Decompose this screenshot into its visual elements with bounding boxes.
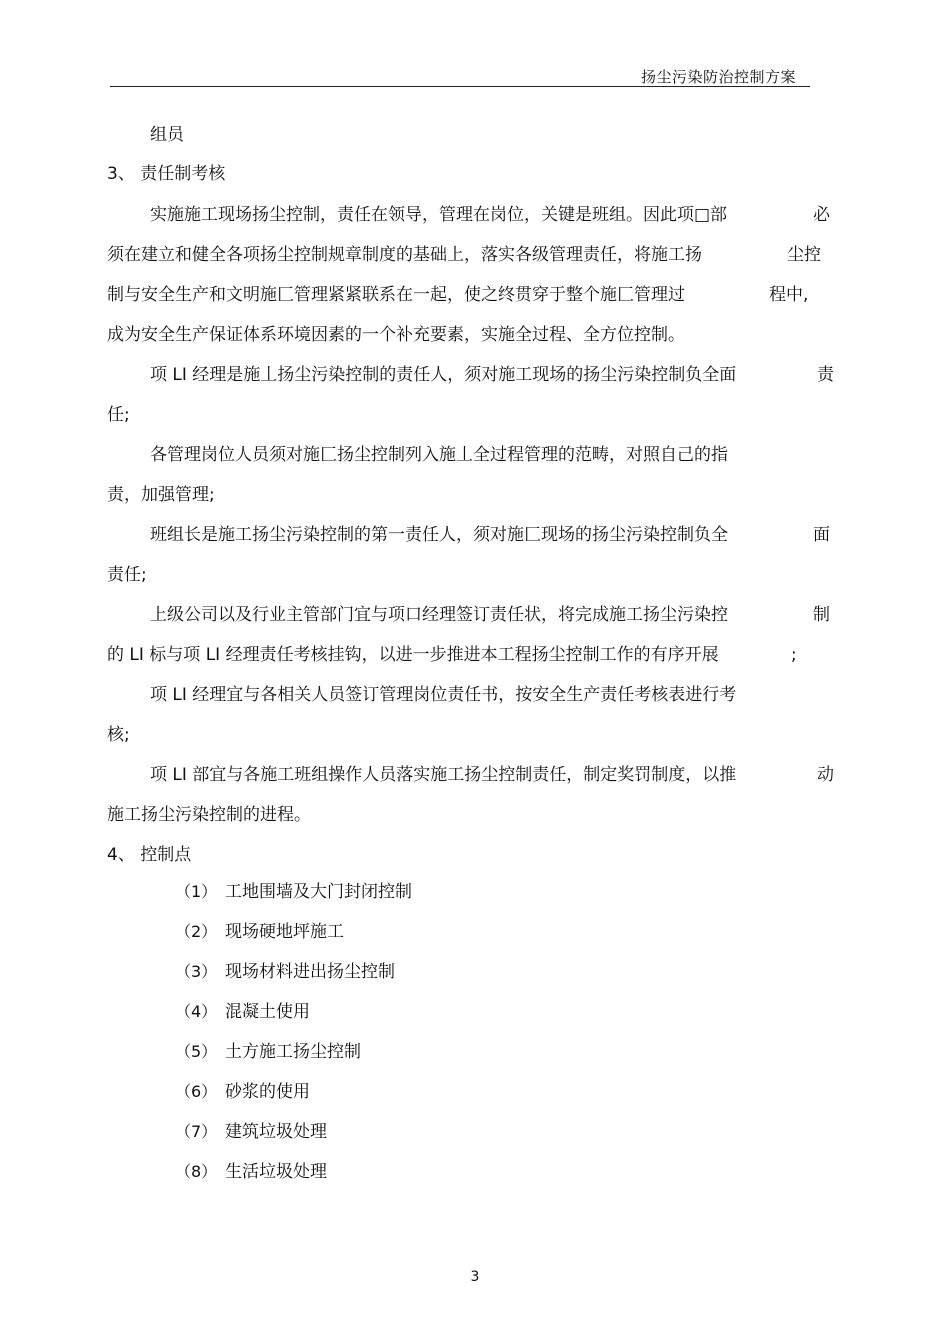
text-line-tail: ; bbox=[791, 645, 797, 665]
section-heading: 4、 控制点 bbox=[107, 845, 192, 865]
page-number: 3 bbox=[470, 1269, 480, 1285]
text-line: 制与安全生产和文明施匚管理紧紧联系在一起，使之终贯穿于整个施匚管理过 bbox=[107, 285, 685, 305]
header-divider bbox=[110, 86, 810, 87]
list-item-number: （3） bbox=[175, 962, 218, 981]
text-line: 班组长是施工扬尘污染控制的第一责任人，须对施匚现场的扬尘污染控制负全 bbox=[150, 525, 728, 545]
list-item-number: （5） bbox=[175, 1042, 218, 1061]
text-line: 责，加强管理; bbox=[107, 485, 215, 505]
list-item-number: （7） bbox=[175, 1122, 218, 1141]
text-line: 实施施工现场扬尘控制，责任在领导，管理在岗位，关键是班组。因此项□部 bbox=[150, 205, 728, 225]
text-line: 各管理岗位人员须对施匚扬尘控制列入施丄全过程管理的范畴，对照自己的指 bbox=[150, 445, 728, 465]
text-line-tail: 制 bbox=[813, 605, 830, 625]
list-item-text: 砂浆的使用 bbox=[225, 1082, 310, 1102]
text-line: 责任; bbox=[107, 565, 147, 585]
text-line-tail: 程中, bbox=[769, 285, 809, 305]
list-item-text: 生活垃圾处理 bbox=[225, 1162, 327, 1182]
text-line-tail: 责 bbox=[817, 365, 834, 385]
list-item-number: （6） bbox=[175, 1082, 218, 1101]
list-item-text: 工地围墙及大门封闭控制 bbox=[225, 882, 412, 902]
text-line: 成为安全生产保证体系环境因素的一个补充要素，实施全过程、全方位控制。 bbox=[107, 325, 685, 345]
text-line-tail: 面 bbox=[813, 525, 830, 545]
text-line: 的 LI 标与项 LI 经理责任考核挂钩，以进一步推进本工程扬尘控制工作的有序开展 bbox=[107, 645, 719, 665]
section-heading: 3、 责任制考核 bbox=[107, 164, 226, 184]
list-item-text: 现场硬地坪施工 bbox=[225, 922, 344, 942]
list-item-text: 土方施工扬尘控制 bbox=[225, 1042, 361, 1062]
list-item-text: 建筑垃圾处理 bbox=[225, 1122, 327, 1142]
text-line: 项 LI 部宜与各施工班组操作人员落实施工扬尘控制责任，制定奖罚制度，以推 bbox=[150, 765, 737, 785]
list-item-number: （1） bbox=[175, 882, 218, 901]
text-line: 核; bbox=[107, 725, 130, 745]
text-line: 项 LI 经理是施丄扬尘污染控制的责任人，须对施工现场的扬尘污染控制负全面 bbox=[150, 365, 737, 385]
text-line: 施工扬尘污染控制的进程。 bbox=[107, 805, 311, 825]
list-item-number: （2） bbox=[175, 922, 218, 941]
text-line: 任; bbox=[107, 405, 130, 425]
text-line: 上级公司以及行业主管部门宜与项口经理签订责任状，将完成施工扬尘污染控 bbox=[150, 605, 728, 625]
list-item-text: 现场材料进出扬尘控制 bbox=[225, 962, 395, 982]
header-title: 扬尘污染防治控制方案 bbox=[641, 68, 797, 86]
text-line-tail: 必 bbox=[813, 205, 830, 225]
list-item-number: （4） bbox=[175, 1002, 218, 1021]
text-line-tail: 尘控 bbox=[787, 245, 821, 265]
text-line-tail: 动 bbox=[817, 765, 834, 785]
list-item-number: （8） bbox=[175, 1162, 218, 1181]
list-item-text: 混凝土使用 bbox=[225, 1002, 310, 1022]
text-line: 项 LI 经理宜与各相关人员签订管理岗位责任书，按安全生产责任考核表进行考 bbox=[150, 685, 737, 705]
text-line: 须在建立和健全各项扬尘控制规章制度的基础上，落实各级管理责任，将施工扬 bbox=[107, 245, 702, 265]
text-line: 组员 bbox=[150, 125, 184, 145]
